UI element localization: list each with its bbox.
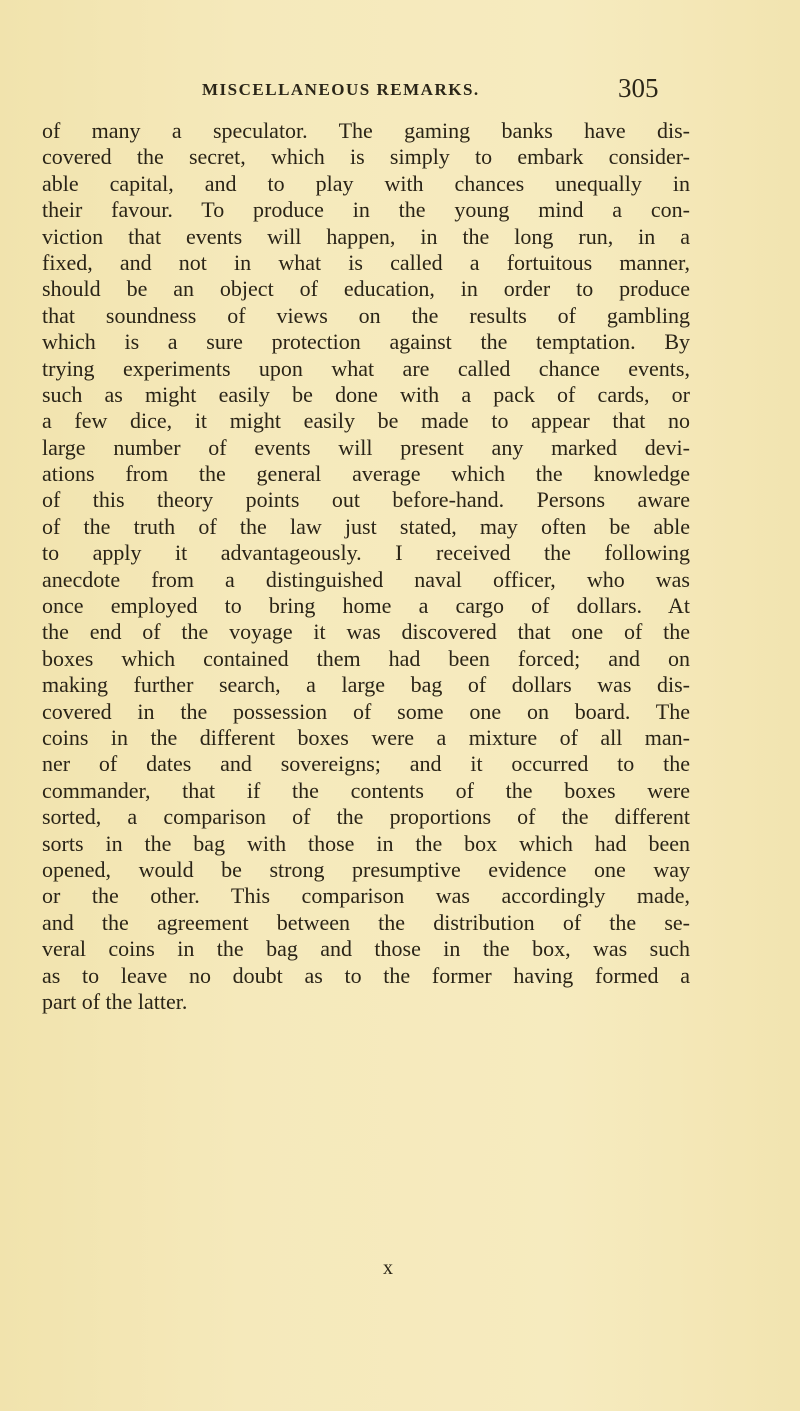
text-line: making further search, a large bag of dollars was dis- xyxy=(42,672,690,698)
text-line: a few dice, it might easily be made to appear that no xyxy=(42,408,690,434)
text-line: as to leave no doubt as to the former having formed a xyxy=(42,962,690,988)
body-paragraph xyxy=(42,118,690,1015)
text-line: able capital, and to play with chances unequally in xyxy=(42,170,690,196)
text-line: that soundness of views on the results of gambling xyxy=(42,302,690,328)
text-line: sorted, a comparison of the proportions of the different xyxy=(42,804,690,830)
text-line: to apply it advantageously. I received the following xyxy=(42,540,690,566)
text-line: fixed, and not in what is called a fortuitous manner, xyxy=(42,249,690,275)
text-line: covered the secret, which is simply to embark consider- xyxy=(42,144,690,170)
text-line: which is a sure protection against the temptation. By xyxy=(42,329,690,355)
text-line: of many a speculator. The gaming banks have dis- xyxy=(42,118,690,143)
text-line: veral coins in the bag and those in the box, was such xyxy=(42,936,690,962)
text-line: covered in the possession of some one on board. The xyxy=(42,698,690,724)
text-line: such as might easily be done with a pack of cards, or xyxy=(42,381,690,407)
text-line: should be an object of education, in order to produce xyxy=(42,276,690,302)
text-line: the end of the voyage it was discovered that one of the xyxy=(42,619,690,645)
text-line: commander, that if the contents of the boxes were xyxy=(42,777,690,803)
text-line: viction that events will happen, in the long run, in a xyxy=(42,223,690,249)
text-line: opened, would be strong presumptive evidence one way xyxy=(42,856,690,882)
text-line: of the truth of the law just stated, may often be able xyxy=(42,513,690,539)
text-line: anecdote from a distinguished naval officer, who was xyxy=(42,566,690,592)
text-line: or the other. This comparison was accordingly made, xyxy=(42,883,690,909)
text-line: sorts in the bag with those in the box which had been xyxy=(42,830,690,856)
text-line: their favour. To produce in the young mind a con- xyxy=(42,197,690,223)
text-line: ations from the general average which the knowledge xyxy=(42,461,690,487)
text-line: large number of events will present any marked devi- xyxy=(42,434,690,460)
text-line: of this theory points out before-hand. Persons aware xyxy=(42,487,690,513)
page-number: 305 xyxy=(618,73,659,103)
text-line: boxes which contained them had been forced; and on xyxy=(42,645,690,671)
text-line: trying experiments upon what are called chance events, xyxy=(42,355,690,381)
text-line: coins in the different boxes were a mixture of all man- xyxy=(42,724,690,750)
text-line: once employed to bring home a cargo of dollars. At xyxy=(42,593,690,619)
text-line: ner of dates and sovereigns; and it occurred to the xyxy=(42,751,690,777)
signature-mark: x xyxy=(383,1257,393,1279)
text-line: part of the latter. xyxy=(42,988,188,1014)
running-head: MISCELLANEOUS REMARKS. xyxy=(202,80,480,99)
text-line: and the agreement between the distribution of the se- xyxy=(42,909,690,935)
